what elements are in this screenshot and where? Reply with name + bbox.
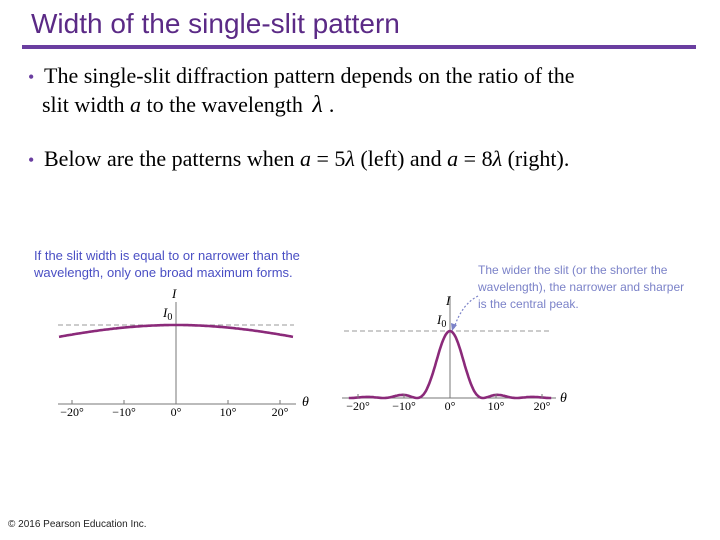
bullet2-text-c: (left) and: [354, 146, 448, 171]
right-caption-line1: The wider the slit (or the shorter the: [478, 263, 668, 277]
left-pattern-figure: [58, 286, 309, 419]
left-peak-label-main: I: [163, 305, 168, 320]
bullet1-lambda: λ: [312, 92, 323, 118]
left-tick-label: 10°: [219, 405, 237, 419]
left-tick-label: −20°: [60, 405, 84, 419]
bullet2-text-d: = 8: [458, 146, 493, 171]
bullet1-text-b: to the wavelength: [141, 92, 309, 117]
right-peak-label-sub: 0: [441, 319, 447, 330]
right-tick-label: 10°: [487, 399, 505, 413]
right-tick-label: −20°: [346, 399, 370, 413]
left-caption-line2: wavelength, only one broad maximum forms.: [34, 265, 293, 280]
right-caption-line3: is the central peak.: [478, 297, 579, 311]
left-caption-line1: If the slit width is equal to or narrower than the: [34, 248, 300, 263]
right-peak-label-main: I: [437, 312, 442, 327]
left-tick-label: 0°: [170, 405, 182, 419]
left-tick-label: −10°: [112, 405, 136, 419]
right-tick-label: −10°: [392, 399, 416, 413]
right-pattern-figure: [342, 293, 567, 413]
left-x-label: θ: [302, 395, 309, 410]
left-tick-label: 20°: [271, 405, 289, 419]
right-tick-label: 0°: [444, 399, 456, 413]
bullet-marker: •: [28, 67, 35, 87]
bullet1-end: .: [328, 92, 335, 117]
bullet-marker: •: [28, 150, 35, 170]
bullet2-var-a1: a: [299, 146, 311, 171]
bullet2-text-a: Below are the patterns when: [44, 146, 300, 171]
left-y-label: I: [172, 286, 177, 301]
bullet2-lambda1: λ: [345, 146, 355, 171]
bullet1-line1: The single-slit diffraction pattern depends on the ratio of the: [44, 63, 575, 88]
left-peak-label: [162, 305, 172, 323]
right-tick-label: 20°: [533, 399, 551, 413]
copyright-notice: © 2016 Pearson Education Inc.: [8, 519, 147, 530]
bullet2-text-e: (right).: [502, 146, 570, 171]
right-peak-label: [436, 312, 446, 330]
right-caption-line2: wavelength), the narrower and sharper: [478, 280, 685, 294]
right-y-label: I: [446, 293, 451, 308]
annotation-arrowhead: [451, 323, 457, 331]
bullet2-text-b: = 5: [310, 146, 346, 171]
left-peak-label-sub: 0: [167, 312, 173, 323]
bullet2-lambda2: λ: [492, 146, 503, 171]
bullet1-text-a: slit width: [42, 92, 131, 117]
slide-title: Width of the single-slit pattern: [31, 8, 400, 39]
right-x-label: θ: [560, 391, 567, 406]
bullet2-var-a2: a: [447, 146, 459, 171]
annotation-arrow: [454, 296, 478, 328]
bullet1-var-a: a: [130, 92, 142, 117]
